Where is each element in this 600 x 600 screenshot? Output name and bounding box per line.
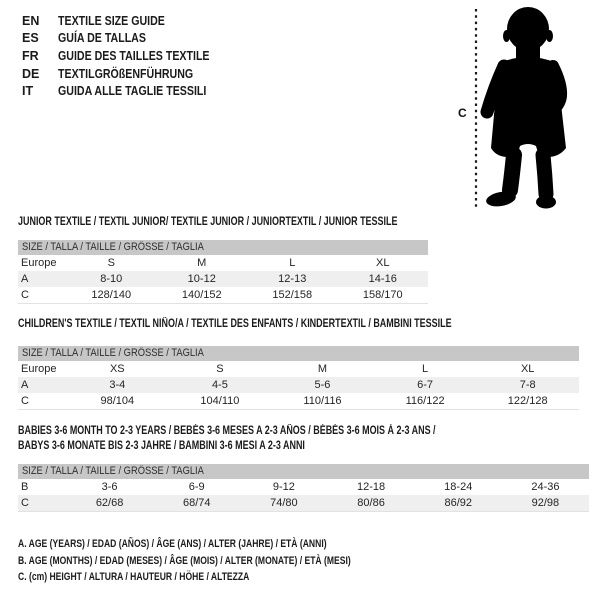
size-value: S: [107, 257, 115, 269]
size-value: 4-5: [211, 379, 228, 391]
size-header-bar: [18, 240, 428, 255]
baby-height-figure: [440, 0, 600, 215]
size-value: 122/128: [507, 395, 548, 407]
size-header-bar: [18, 464, 589, 479]
table-row: [18, 393, 579, 410]
footnotes: [18, 536, 445, 586]
size-header-text: SIZE / TALLA / TAILLE / GRÖSSE / TAGLIA: [22, 465, 204, 477]
junior-size-table: [18, 240, 428, 304]
row-label: C: [21, 395, 29, 407]
size-value: 92/98: [531, 497, 560, 509]
size-value: 110/116: [303, 395, 342, 407]
section-title-junior: [18, 215, 504, 230]
language-code: IT: [22, 84, 34, 99]
size-value: M: [317, 363, 328, 375]
language-code: ES: [22, 31, 39, 46]
table-rows: [18, 479, 589, 512]
language-code: FR: [22, 48, 39, 63]
table-rows: [18, 255, 428, 304]
size-header-bar: [18, 346, 579, 361]
size-value: 12-13: [278, 273, 307, 285]
baby-silhouette-icon: [485, 7, 566, 209]
language-line: [22, 65, 236, 83]
size-value: 3-4: [109, 379, 126, 391]
language-code: EN: [22, 13, 40, 28]
size-value: 12-18: [357, 481, 386, 493]
table-row: [18, 495, 589, 512]
section-title-children: [18, 317, 574, 332]
section-title-text: BABYS 3-6 MONATE BIS 2-3 JAHRE / BAMBINI 3-6 MESI A 2-3 ANNI: [18, 440, 305, 452]
size-value: 158/170: [362, 289, 403, 301]
size-value: 10-12: [187, 273, 216, 285]
row-label: A: [21, 379, 29, 391]
row-label: B: [21, 481, 29, 493]
table-row: [18, 271, 428, 287]
table-row: [18, 479, 589, 495]
table-row: [18, 377, 579, 393]
footnote-text: B. AGE (MONTHS) / EDAD (MESES) / ÂGE (MOIS) / ALTER (MONATE) / ETÀ (MESI): [18, 554, 351, 567]
size-value: 9-12: [272, 481, 295, 493]
language-line: [22, 30, 236, 48]
size-value: 74/80: [270, 497, 298, 509]
size-value: 7-8: [519, 379, 536, 391]
measure-label-c: C: [458, 106, 467, 120]
language-line: [22, 12, 236, 30]
table-row: [18, 361, 579, 377]
language-title: GUIDE DES TAILLES TEXTILE: [58, 48, 210, 63]
row-label: C: [21, 289, 29, 301]
table-rows: [18, 361, 579, 410]
size-value: 80/86: [357, 497, 385, 509]
language-title: TEXTILGRÖßENFÜHRUNG: [58, 66, 194, 81]
size-value: 116/122: [405, 395, 445, 407]
size-value: 140/152: [181, 289, 222, 301]
row-label: Europe: [21, 257, 57, 269]
size-value: L: [422, 363, 429, 375]
section-title-text: JUNIOR TEXTILE / TEXTIL JUNIOR/ TEXTILE JUNIOR / JUNIORTEXTIL / JUNIOR TESSILE: [18, 216, 398, 228]
babies-size-table: [18, 464, 589, 512]
size-header-text: SIZE / TALLA / TAILLE / GRÖSSE / TAGLIA: [22, 347, 204, 359]
size-value: 3-6: [101, 481, 118, 493]
size-value: 68/74: [182, 497, 211, 509]
row-label: C: [21, 497, 29, 509]
children-size-table: [18, 346, 579, 410]
language-title: TEXTILE SIZE GUIDE: [58, 13, 165, 28]
section-title-babies: [18, 424, 553, 454]
language-title-list: [22, 12, 236, 100]
table-row: [18, 255, 428, 271]
size-value: 24-36: [531, 481, 560, 493]
footnote-c: [18, 569, 445, 586]
language-line: [22, 82, 236, 100]
size-value: L: [289, 257, 296, 269]
size-value: 152/158: [272, 289, 313, 301]
size-value: XS: [109, 363, 125, 375]
size-value: 5-6: [314, 379, 331, 391]
size-value: 6-9: [188, 481, 205, 493]
size-value: 86/92: [444, 497, 472, 509]
language-title: GUIDA ALLE TAGLIE TESSILI: [58, 84, 207, 99]
size-value: 128/140: [91, 289, 132, 301]
size-value: 62/68: [95, 497, 124, 509]
section-title-text: BABIES 3-6 MONTH TO 2-3 YEARS / BEBÉS 3-6 MESES A 2-3 AÑOS / BÉBÉS 3-6 MOIS À 2-3 ANS /: [18, 425, 436, 437]
size-value: 18-24: [444, 481, 473, 493]
footnote-text: A. AGE (YEARS) / EDAD (AÑOS) / ÂGE (ANS) / ALTER (JAHRE) / ETÀ (ANNI): [18, 538, 327, 550]
size-value: 104/110: [200, 395, 240, 407]
row-label: A: [21, 273, 29, 285]
footnote-b: [18, 553, 445, 570]
row-label: Europe: [21, 363, 57, 375]
size-value: XL: [376, 257, 390, 269]
size-value: S: [216, 363, 224, 375]
size-value: XL: [520, 363, 535, 375]
size-value: 6-7: [417, 379, 434, 391]
size-value: 98/104: [100, 395, 135, 407]
size-header-text: SIZE / TALLA / TAILLE / GRÖSSE / TAGLIA: [22, 241, 204, 253]
section-title-text: CHILDREN'S TEXTILE / TEXTIL NIÑO/A / TEXTILE DES ENFANTS / KINDERTEXTIL / BAMBINI TESSILE: [18, 318, 452, 330]
language-line: [22, 47, 236, 65]
size-value: M: [197, 257, 207, 269]
size-value: 14-16: [368, 273, 397, 285]
footnote-text: C. (cm) HEIGHT / ALTURA / HAUTEUR / HÖHE / ALTEZZA: [18, 571, 250, 583]
size-value: 8-10: [100, 273, 123, 285]
language-title: GUÍA DE TALLAS: [58, 31, 146, 46]
footnote-a: [18, 536, 445, 553]
language-code: DE: [22, 66, 40, 81]
table-row: [18, 287, 428, 304]
